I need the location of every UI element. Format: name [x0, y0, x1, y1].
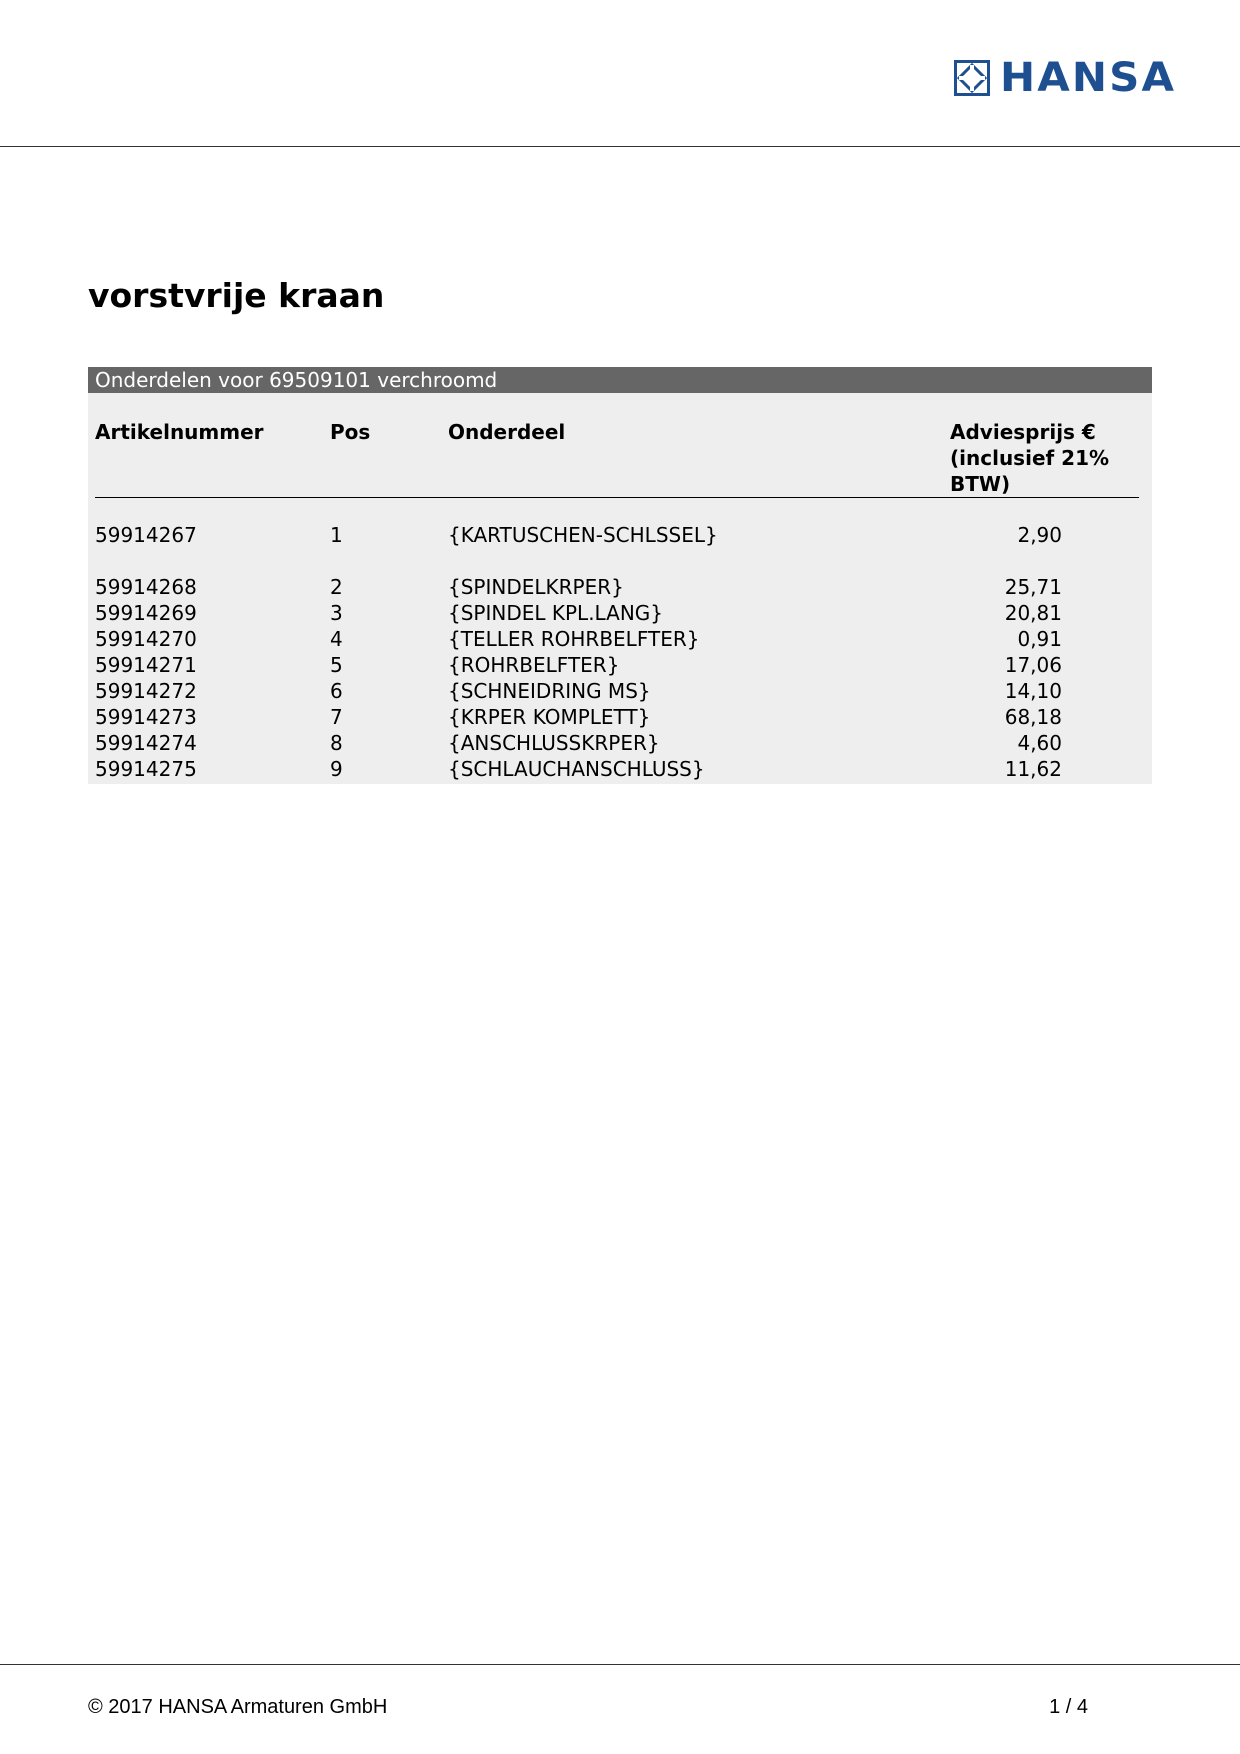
logo-text: HANSA: [1000, 55, 1177, 101]
part-price: 2,90: [1017, 523, 1062, 547]
position-number: 8: [330, 731, 343, 755]
parts-table: [88, 367, 1152, 784]
part-price: 20,81: [1004, 601, 1062, 625]
article-number: 59914267: [95, 523, 197, 547]
part-name: {KRPER KOMPLETT}: [448, 705, 651, 729]
part-price: 14,10: [1004, 679, 1062, 703]
table-row: [88, 626, 1152, 652]
table-row: [88, 704, 1152, 730]
part-price: 68,18: [1004, 705, 1062, 729]
column-header-article-number: Artikelnummer: [95, 420, 264, 444]
footer-copyright: © 2017 HANSA Armaturen GmbH: [88, 1696, 388, 1718]
part-name: {SPINDEL KPL.LANG}: [448, 601, 664, 625]
column-header-position: Pos: [330, 420, 371, 444]
article-number: 59914273: [95, 705, 197, 729]
part-price: 0,91: [1017, 627, 1062, 651]
article-number: 59914269: [95, 601, 197, 625]
table-row: [88, 574, 1152, 600]
header-underline: [95, 497, 1139, 498]
document-title: vorstvrije kraan: [88, 276, 385, 315]
table-row: [88, 756, 1152, 782]
position-number: 7: [330, 705, 343, 729]
header-divider: [0, 146, 1240, 147]
part-price: 11,62: [1004, 757, 1062, 781]
table-row: [88, 600, 1152, 626]
article-number: 59914268: [95, 575, 197, 599]
position-number: 5: [330, 653, 343, 677]
part-name: {TELLER ROHRBELFTER}: [448, 627, 700, 651]
table-header: [88, 419, 1152, 499]
part-name: {SCHLAUCHANSCHLUSS}: [448, 757, 705, 781]
part-name: {ROHRBELFTER}: [448, 653, 620, 677]
hansa-logo: [954, 55, 1177, 101]
position-number: 2: [330, 575, 343, 599]
part-price: 17,06: [1004, 653, 1062, 677]
part-price: 4,60: [1017, 731, 1062, 755]
article-number: 59914272: [95, 679, 197, 703]
column-header-price: [950, 419, 1135, 497]
article-number: 59914271: [95, 653, 197, 677]
article-number: 59914275: [95, 757, 197, 781]
article-number: 59914270: [95, 627, 197, 651]
footer-divider: [0, 1664, 1240, 1665]
section-title-bar: Onderdelen voor 69509101 verchroomd: [88, 367, 1152, 393]
hansa-logo-icon: [954, 60, 990, 96]
price-header-line: (inclusief 21%: [950, 446, 1110, 470]
table-row: [88, 522, 1152, 548]
column-header-part: Onderdeel: [448, 420, 566, 444]
part-name: {KARTUSCHEN-SCHLSSEL}: [448, 523, 718, 547]
article-number: 59914274: [95, 731, 197, 755]
part-name: {SPINDELKRPER}: [448, 575, 624, 599]
price-header-line: Adviesprijs €: [950, 420, 1096, 444]
page-number: 1 / 4: [1049, 1696, 1088, 1718]
table-body: [88, 522, 1152, 782]
table-row: [88, 652, 1152, 678]
part-name: {ANSCHLUSSKRPER}: [448, 731, 660, 755]
part-name: {SCHNEIDRING MS}: [448, 679, 651, 703]
position-number: 4: [330, 627, 343, 651]
table-row: [88, 730, 1152, 756]
table-row: [88, 678, 1152, 704]
position-number: 9: [330, 757, 343, 781]
position-number: 1: [330, 523, 343, 547]
price-header-line: BTW): [950, 472, 1011, 496]
part-price: 25,71: [1004, 575, 1062, 599]
position-number: 3: [330, 601, 343, 625]
position-number: 6: [330, 679, 343, 703]
